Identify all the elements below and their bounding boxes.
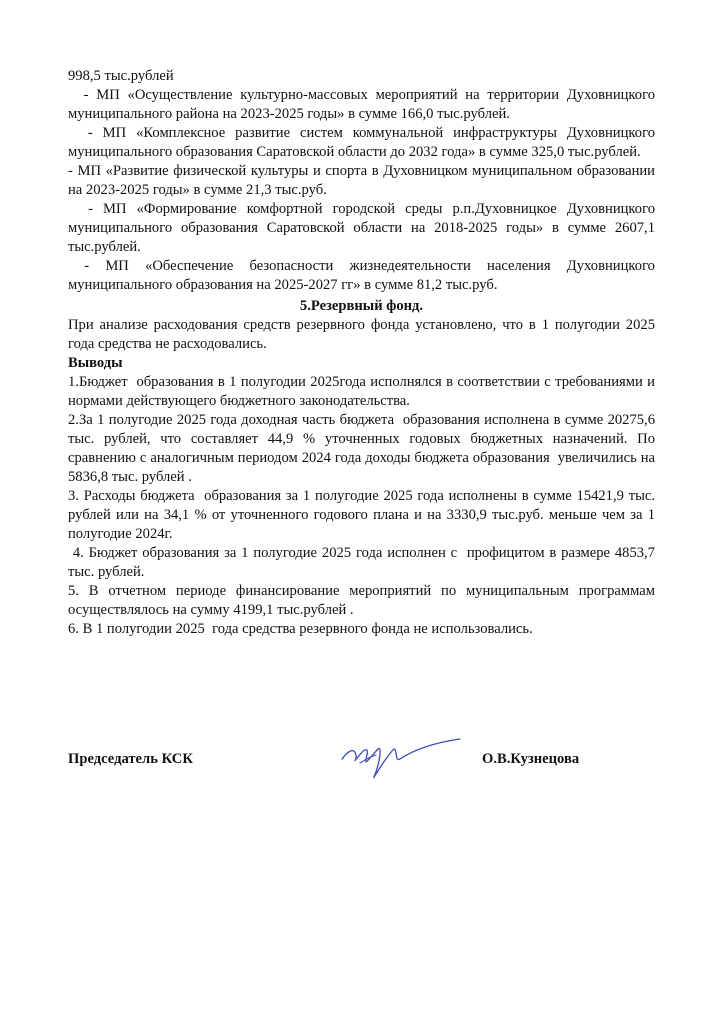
program-safety: - МП «Обеспечение безопасности жизнедеятельности населения Духовницкого муниципального образования на 2025-2027 гг» в сумме 81,2 тыс.руб.: [68, 258, 659, 293]
paragraph-continuation: 998,5 тыс.рублей: [68, 68, 174, 84]
conclusion-item: 4. Бюджет образования за 1 полугодие 2025 года исполнен с профицитом в размере 4853,7 тыс. рублей.: [68, 545, 659, 580]
program-communal-infrastructure: - МП «Комплексное развитие систем коммунальной инфраструктуры Духовницкого муниципального образования Саратовской области до 2032 года» в сумме 325,0 тыс.рублей.: [68, 125, 659, 160]
program-cultural-events: - МП «Осуществление культурно-массовых мероприятий на территории Духовницкого муниципального района на 2023-2025 годы» в сумме 166,0 тыс.рублей.: [68, 87, 659, 122]
conclusion-item: 1.Бюджет образования в 1 полугодии 2025года исполнялся в соответствии с требованиями и нормами действующего бюджетного законодательства.: [68, 374, 659, 409]
reserve-fund-text: При анализе расходования средств резервного фонда установлено, что в 1 полугодии 2025 года средства не расходовались.: [68, 317, 659, 352]
conclusion-item: 5. В отчетном периоде финансирование мероприятий по муниципальным программам осуществлялось на сумму 4199,1 тыс.рублей .: [68, 583, 659, 618]
conclusion-item: 2.За 1 полугодие 2025 года доходная часть бюджета образования исполнена в сумме 20275,6 тыс. рублей, что составляет 44,9 % уточненных годовых бюджетных назначений. По сравнению с аналогичным периодом 2024 года доходы бюджета образования увеличились на 5836,8 тыс. рублей .: [68, 412, 663, 485]
conclusion-item: 6. В 1 полугодии 2025 года средства резервного фонда не использовались.: [68, 621, 533, 637]
section-title-reserve-fund: 5.Резервный фонд.: [299, 298, 424, 314]
document-body: [68, 67, 663, 639]
signature-block: [68, 733, 628, 793]
program-urban-environment: - МП «Формирование комфортной городской среды р.п.Духовницкое Духовницкого муниципального образования Саратовской области на 2018-2025 годы» в сумме 2607,1 тыс.рублей.: [68, 201, 659, 255]
program-sports: - МП «Развитие физической культуры и спорта в Духовницком муниципальном образовании на 2023-2025 годы» в сумме 21,3 тыс.руб.: [68, 163, 659, 198]
handwritten-signature: [336, 733, 466, 783]
signatory-position: Председатель КСК: [68, 751, 193, 767]
conclusions-heading: Выводы: [68, 355, 123, 371]
signatory-name: О.В.Кузнецова: [482, 751, 580, 767]
conclusion-item: 3. Расходы бюджета образования за 1 полугодие 2025 года исполнены в сумме 15421,9 тыс. рублей или на 34,1 % от уточненного годового плана и на 3330,9 тыс.руб. меньше чем за 1 полугодие 2024г.: [68, 488, 659, 542]
